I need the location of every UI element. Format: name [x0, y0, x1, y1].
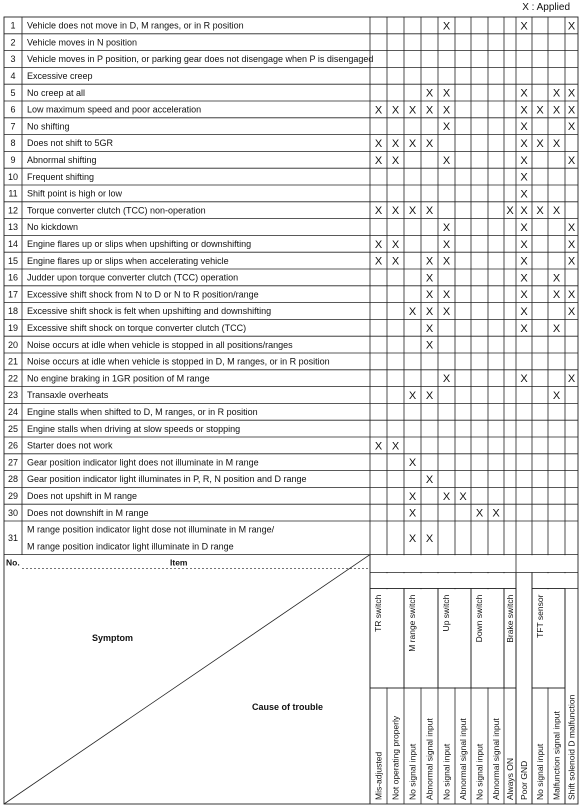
applied-mark: X: [492, 507, 500, 520]
applied-mark: X: [374, 440, 383, 453]
applied-mark: X: [408, 390, 417, 402]
applied-mark: X: [520, 138, 528, 150]
applied-mark: X: [536, 205, 544, 218]
cause-label: Mis-adjusted: [373, 751, 384, 800]
cause-label: Always ON: [505, 757, 515, 800]
row-number: 14: [7, 239, 19, 249]
row-number: 26: [7, 440, 19, 451]
applied-mark: X: [442, 20, 451, 33]
row-symptom: Excessive shift shock is felt when upshifting and downshifting: [27, 306, 272, 317]
row-symptom: Judder upon torque converter clutch (TCC) operation: [27, 272, 239, 283]
row-number: 6: [10, 104, 16, 115]
applied-mark: X: [425, 138, 434, 150]
row-symptom: Noise occurs at idle when vehicle is stopped in all positions/ranges: [27, 339, 293, 350]
applied-mark: X: [567, 222, 576, 234]
row-number: 7: [10, 121, 16, 132]
applied-mark: X: [567, 289, 576, 302]
applied-mark: X: [374, 255, 383, 268]
row-symptom: Frequent shifting: [27, 171, 95, 182]
row-symptom: Noise occurs at idle when vehicle is stopped in D, M ranges, or in R position: [27, 356, 330, 367]
row-symptom: Excessive creep: [27, 71, 93, 81]
applied-mark: X: [425, 306, 434, 318]
row-symptom: Engine flares up or slips when accelerating vehicle: [27, 255, 229, 266]
applied-mark: X: [520, 289, 528, 302]
cause-label: Poor GND: [519, 760, 529, 800]
applied-mark: X: [552, 104, 561, 117]
row-symptom: No shifting: [27, 121, 70, 132]
applied-mark: X: [425, 322, 434, 335]
row-number: 9: [10, 155, 16, 165]
header-diagonal: [4, 555, 370, 804]
row-symptom: Does not upshift in M range: [27, 491, 138, 501]
applied-mark: X: [408, 490, 417, 503]
cause-label: Abnormal signal input: [424, 718, 435, 800]
row-number: 25: [7, 423, 19, 434]
applied-mark: X: [520, 20, 528, 33]
row-symptom: Engine stalls when shifted to D, M ranges, or in R position: [27, 407, 258, 417]
applied-mark: X: [408, 138, 417, 150]
row-symptom: Vehicle moves in N position: [27, 37, 138, 48]
row-number: 13: [7, 222, 19, 233]
applied-mark: X: [442, 289, 451, 302]
applied-mark: X: [567, 306, 576, 318]
row-symptom: Does not shift to 5GR: [27, 138, 114, 149]
applied-mark: X: [408, 104, 417, 117]
applied-mark: X: [475, 507, 484, 520]
row-symptom: No engine braking in 1GR position of M range: [27, 373, 210, 384]
applied-mark: X: [520, 322, 528, 335]
row-symptom: Engine stalls when driving at slow speeds or stopping: [27, 423, 241, 434]
header-symptom: Symptom: [92, 633, 134, 643]
applied-mark: X: [442, 255, 451, 268]
applied-mark: X: [408, 532, 417, 545]
applied-mark: X: [442, 490, 451, 503]
merged-electrical-cell: [371, 555, 516, 572]
applied-mark: X: [374, 104, 383, 117]
applied-mark: X: [520, 238, 528, 251]
applied-mark: X: [374, 238, 383, 251]
row-number: 30: [7, 507, 19, 518]
row-number: 21: [7, 356, 19, 367]
applied-mark: X: [425, 104, 434, 117]
applied-mark: X: [391, 255, 400, 268]
row-number: 23: [7, 390, 19, 401]
applied-mark: X: [567, 121, 576, 134]
applied-mark: X: [425, 205, 434, 218]
applied-mark: X: [442, 104, 451, 117]
applied-mark: X: [567, 373, 576, 386]
applied-mark: X: [391, 104, 400, 117]
applied-mark: X: [552, 289, 561, 302]
applied-mark: X: [425, 390, 434, 402]
row-number: 15: [7, 255, 19, 266]
applied-mark: X: [391, 154, 400, 167]
applied-mark: X: [567, 104, 576, 117]
cause-label: Abnormal signal input: [458, 718, 468, 800]
row-symptom: Does not downshift in M range: [27, 507, 149, 518]
applied-mark: X: [552, 138, 561, 150]
row-number: 18: [7, 306, 19, 317]
applied-mark: X: [536, 138, 544, 150]
row-symptom: Abnormal shifting: [27, 155, 97, 165]
applied-mark: X: [442, 306, 451, 318]
merged-tft-cell: [533, 573, 578, 588]
row-number: 10: [7, 171, 19, 182]
applied-mark: X: [442, 121, 451, 134]
applied-mark: X: [520, 306, 528, 318]
applied-mark: X: [567, 255, 576, 268]
applied-mark: X: [442, 373, 451, 386]
row-number: 31: [7, 533, 19, 543]
cause-label: Abnormal signal input: [491, 718, 501, 800]
row-number: 28: [7, 474, 19, 485]
row-number: 17: [7, 289, 19, 300]
cause-label: No signal input: [535, 743, 545, 800]
row-symptom: M range position indicator light dose not illuminate in M range/: [27, 524, 275, 535]
legend-applied: X : Applied: [522, 2, 570, 13]
group-label: TFT sensor: [535, 594, 545, 638]
header-cause: Cause of trouble: [252, 702, 324, 712]
applied-mark: X: [391, 440, 400, 453]
applied-mark: X: [567, 154, 576, 167]
applied-mark: X: [425, 339, 434, 352]
row-number: 12: [7, 205, 19, 216]
row-symptom: Engine flares up or slips when upshifting or downshifting: [27, 239, 252, 249]
applied-mark: X: [391, 238, 400, 251]
group-label: M range switch: [407, 594, 417, 652]
applied-mark: X: [520, 205, 528, 218]
applied-mark: X: [552, 390, 561, 402]
applied-mark: X: [520, 121, 528, 134]
applied-mark: X: [536, 104, 544, 117]
cause-label: No signal input: [474, 743, 485, 800]
row-number: 16: [7, 272, 19, 283]
row-symptom: No creep at all: [27, 87, 86, 98]
row-symptom: Shift point is high or low: [27, 188, 123, 199]
row-symptom: Starter does not work: [27, 440, 113, 451]
applied-mark: X: [520, 373, 528, 386]
row-number: 20: [7, 339, 19, 350]
row-symptom: Vehicle does not move in D, M ranges, or in R position: [27, 20, 244, 31]
row-number: 3: [10, 54, 16, 65]
applied-mark: X: [520, 171, 528, 184]
applied-mark: X: [391, 138, 400, 150]
applied-mark: X: [408, 507, 417, 520]
applied-mark: X: [374, 154, 383, 167]
applied-mark: X: [391, 205, 400, 218]
row-number: 24: [7, 407, 19, 417]
applied-mark: X: [408, 306, 417, 318]
applied-mark: X: [442, 87, 451, 100]
applied-mark: X: [425, 532, 434, 545]
applied-mark: X: [520, 154, 528, 167]
applied-mark: X: [520, 272, 528, 285]
header-no: No.: [6, 557, 20, 568]
row-symptom: Excessive shift shock on torque converter clutch (TCC): [27, 323, 247, 333]
group-label: Up switch: [441, 594, 451, 632]
merged-right-cell: [517, 555, 578, 572]
group-label: Brake switch: [505, 594, 515, 643]
group-label: Down switch: [474, 594, 484, 643]
cause-label: Shift solenoid D malfunction: [566, 694, 577, 800]
row-symptom-line2: M range position indicator light illuminate in D range: [27, 541, 234, 552]
applied-mark: X: [425, 289, 434, 302]
applied-mark: X: [459, 490, 467, 503]
row-number: 8: [10, 138, 16, 149]
applied-mark: X: [408, 205, 417, 218]
applied-mark: X: [567, 238, 576, 251]
applied-mark: X: [425, 474, 434, 486]
row-symptom: Gear position indicator light does not illuminate in M range: [27, 457, 259, 468]
applied-mark: X: [408, 457, 417, 470]
row-symptom: Vehicle moves in P position, or parking gear does not disengage when P is disengaged: [27, 54, 374, 65]
applied-mark: X: [520, 255, 528, 268]
applied-mark: X: [552, 205, 561, 218]
applied-mark: X: [374, 138, 383, 150]
applied-mark: X: [506, 205, 514, 218]
cause-label: Malfunction signal input: [551, 711, 562, 800]
applied-mark: X: [520, 104, 528, 117]
applied-mark: X: [425, 87, 434, 100]
row-number: 4: [10, 71, 16, 81]
row-number: 1: [10, 20, 16, 31]
row-number: 27: [7, 457, 19, 468]
row-number: 2: [10, 37, 16, 48]
cause-label: Not operating properly: [390, 715, 401, 800]
applied-mark: X: [520, 87, 528, 100]
applied-mark: X: [442, 222, 451, 234]
row-number: 19: [7, 323, 19, 333]
cause-label: No signal input: [441, 743, 452, 800]
row-symptom: Transaxle overheats: [27, 390, 109, 401]
row-number: 5: [10, 87, 16, 98]
row-symptom: No kickdown: [27, 222, 79, 233]
row-symptom: Gear position indicator light illuminates in P, R, N position and D range: [27, 474, 307, 485]
applied-mark: X: [425, 255, 434, 268]
applied-mark: X: [552, 87, 561, 100]
group-label: TR switch: [373, 594, 383, 632]
row-symptom: Excessive shift shock from N to D or N to R position/range: [27, 289, 259, 300]
header-item: Item: [170, 557, 188, 568]
cause-label: No signal input: [407, 743, 418, 800]
row-number: 29: [7, 491, 19, 501]
applied-mark: X: [520, 222, 528, 234]
row-symptom: Torque converter clutch (TCC) non-operation: [27, 205, 206, 216]
applied-mark: X: [567, 87, 576, 100]
row-number: 11: [8, 188, 18, 199]
applied-mark: X: [552, 322, 561, 335]
applied-mark: X: [567, 20, 576, 33]
applied-mark: X: [442, 238, 451, 251]
applied-mark: X: [374, 205, 383, 218]
applied-mark: X: [552, 272, 561, 285]
applied-mark: X: [425, 272, 434, 285]
row-symptom: Low maximum speed and poor acceleration: [27, 104, 202, 115]
applied-mark: X: [520, 188, 528, 201]
merged-atx-cell: [371, 573, 516, 588]
row-number: 22: [7, 373, 19, 384]
applied-mark: X: [442, 154, 451, 167]
